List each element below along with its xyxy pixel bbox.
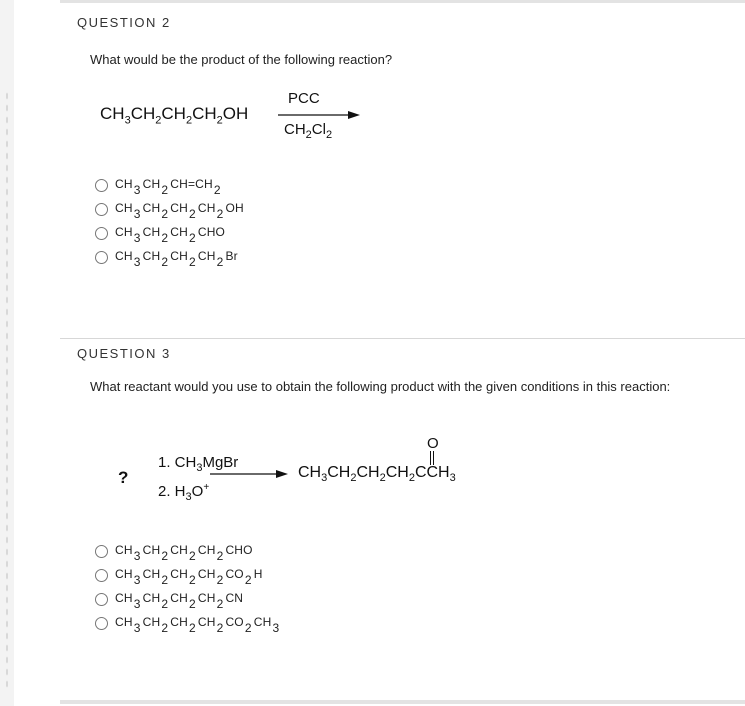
- question-3-options: [95, 543, 281, 639]
- step-2: 2. $H_3O^+$: [158, 482, 210, 503]
- bottom-rule: [60, 700, 745, 704]
- radio-button[interactable]: [95, 569, 108, 582]
- option-label: $CH_3$ $CH_2$ $CH_2$ $CH_2$ $CO_2$ H: [115, 567, 263, 587]
- option-label: $CH_3$ $CH_2$ $CH_2$ CHO: [115, 225, 226, 245]
- reagent-solvent: $CH_2Cl_2$: [284, 121, 333, 141]
- option-q2-a[interactable]: [95, 177, 244, 201]
- question-divider: [60, 338, 745, 339]
- reactant-formula: $CH_3CH_2CH_2CH_2OH$: [100, 104, 249, 127]
- reaction-arrow: [210, 467, 288, 481]
- question-3-header: QUESTION 3: [77, 346, 171, 361]
- radio-button[interactable]: [95, 203, 108, 216]
- option-q3-a[interactable]: [95, 543, 281, 567]
- question-3-prompt: What reactant would you use to obtain the following product with the given conditions in this reaction:: [90, 379, 671, 394]
- option-label: $CH_3$ $CH_2$ $CH_2$ $CH_2$ CHO: [115, 543, 253, 563]
- option-label: $CH_3$ $CH_2$ $CH_2$ $CH_2$ $CO_2$ $CH_3$: [115, 615, 280, 635]
- radio-button[interactable]: [95, 227, 108, 240]
- question-2-options: [95, 177, 244, 273]
- reagent-pcc: PCC: [288, 90, 320, 107]
- left-gutter: [0, 0, 14, 706]
- option-q3-b[interactable]: [95, 567, 281, 591]
- radio-button[interactable]: [95, 179, 108, 192]
- option-q2-c[interactable]: [95, 225, 244, 249]
- option-q3-d[interactable]: [95, 615, 281, 639]
- option-label: $CH_3$ $CH_2$ $CH=CH_2$: [115, 177, 221, 197]
- option-label: $CH_3$ $CH_2$ $CH_2$ $CH_2$ CN: [115, 591, 244, 611]
- step-1: 1. $CH_3MgBr$: [158, 454, 239, 474]
- option-label: $CH_3$ $CH_2$ $CH_2$ $CH_2$ Br: [115, 249, 238, 269]
- option-label: $CH_3$ $CH_2$ $CH_2$ $CH_2$ OH: [115, 201, 244, 221]
- top-rule: [60, 0, 745, 3]
- option-q2-b[interactable]: [95, 201, 244, 225]
- radio-button[interactable]: [95, 617, 108, 630]
- question-2-prompt: What would be the product of the following reaction?: [90, 52, 393, 67]
- option-q3-c[interactable]: [95, 591, 281, 615]
- svg-text:O: O: [427, 436, 439, 452]
- radio-button[interactable]: [95, 251, 108, 264]
- radio-button[interactable]: [95, 593, 108, 606]
- question-2-header: QUESTION 2: [77, 15, 171, 30]
- question-2: [60, 15, 745, 67]
- carbonyl-oxygen: [424, 436, 440, 466]
- question-3: [60, 346, 745, 394]
- reaction-arrow: [278, 108, 360, 122]
- unknown-reactant: ?: [118, 468, 129, 487]
- radio-button[interactable]: [95, 545, 108, 558]
- product-formula: $CH_3CH_2CH_2CH_2CCH_3$: [298, 464, 456, 485]
- gutter-dots: [5, 90, 9, 690]
- option-q2-d[interactable]: [95, 249, 244, 273]
